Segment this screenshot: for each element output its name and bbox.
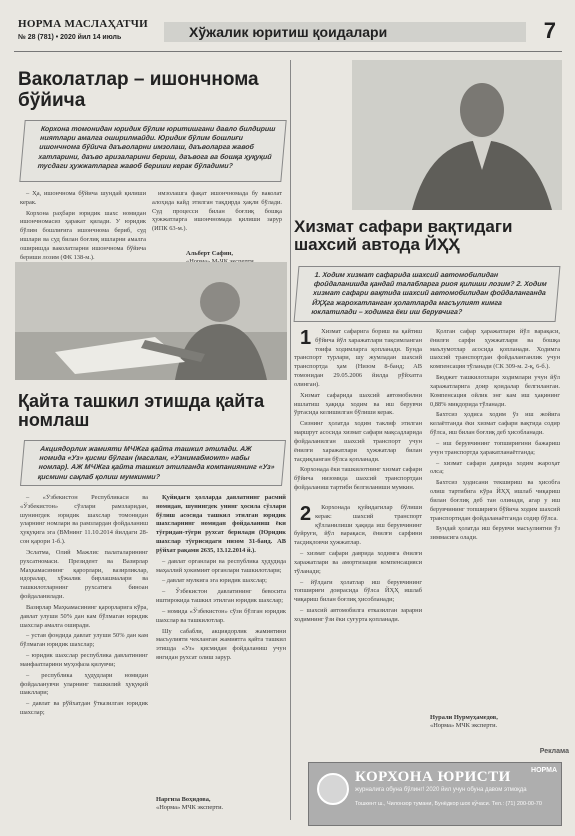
author-name: Нурали Нурмуҳамедов, <box>430 714 498 721</box>
article1-title: Ваколатлар – ишончнома бўйича <box>18 69 259 111</box>
article3-column-2 <box>430 328 560 708</box>
ad-tag: Реклама <box>539 748 569 755</box>
number-1-marker: 1 <box>300 328 312 349</box>
young-man-photo <box>352 60 562 210</box>
paragraph: – устав фондида давлат улуши 50% дан кам бўлмаган юридик шахслар; <box>20 632 148 649</box>
number-2-marker: 2 <box>300 504 312 525</box>
paragraph: Бахтсиз ҳодисани текшириш ва ҳисобга олиш тартибига кўра ЙҲҲ ишлаб чиқариш билан боғлиқ деб тан олинади, агар у иш берувчининг топшириғи бўйича ходим шахсий транспортидан фойдаланаётганда содир бўлса. <box>430 479 560 522</box>
ad-logo-text: НОРМА <box>531 767 557 774</box>
paragraph: – давлат мулкига эга юридик шахслар; <box>162 577 267 585</box>
paragraph: – Ҳа, ишончнома бўйича шундай қилиши керак. <box>20 190 146 206</box>
section-title: Хўжалик юритиш қоидалари <box>189 24 388 40</box>
author-org: «Норма» МЧК эксперти. <box>430 722 498 730</box>
paragraph: Шу сабабли, акциядорлик жамиятини масъулияти чекланган жамиятга қайта ташкил этишда «Уз» қисмидан фойдаланиш учун янгидан рухсат олиш зарур. <box>156 627 286 662</box>
article3-author <box>430 714 560 731</box>
paragraph-text: Корхонада қуйидагилар бўлиши керак: шахсий транспорт қўлланилиши ҳақида иш берувчининг буйруғи, йўл варақаси, ёнилғи сарфини тасдиқловчи ҳужжатлар. <box>294 504 422 547</box>
ad-address: Тошкент ш., Чилонзор тумани, Бунёдкор шох кўчаси. Тел.: (71) 200-00-70 <box>355 801 542 807</box>
article3-column-1 <box>294 328 422 498</box>
paragraph: Хизмат сафарида шахсий автомобилни ишлатиш ҳақида ходим ва иш берувчи ўртасида келишилган бўлиши керак. <box>294 391 422 417</box>
article1-column-2 <box>152 190 282 246</box>
article2-lead: Акциядорлик жамияти МЧЖга қайта ташкил этилади. АЖ номида «Уз» қисми бўлган (масалан, «Узнимабмоwт» набы номлар). АЖ МЧЖга қайта ташкил этилганда компаниянинг «Уз» қисмини сақлаб қолиш мумкинми? <box>20 440 286 486</box>
paragraph: – давлат органлари ва республика ҳудудида маҳаллий ҳокимият органлари ташкилотлари; <box>156 557 286 574</box>
paragraph: Эслатма, Олий Мажлис палаталарининг рухсатномаси. Президент ва Вазирлар Маҳкамасининг қарорлари, вазирликлар, идоралар, хўжалик бирлашмалари ва ташкилотларнинг рухсатига биноан фойдаланилади. <box>20 548 148 601</box>
masthead <box>14 14 562 52</box>
article1-lead: Корхона томонидан юридик бўлим юритишгани давло билдириш ниятлари амалга оширилмайди. Юридик бўлим бошлиғи ишончнома бўйича даъволарни имзолаш, даъволарга жавоб хатларини, даъво аризаларини бериш, даъвога ва бошқа ҳуқуқий тусдаги ҳужжатларга жавоб бериши керак бўладими? <box>19 120 286 182</box>
paragraph: имзолашга фақат ишончномада бу ваколат алоҳида кайд этилган тақдирда ҳақли бўлади. Суд процесси билан боғлиқ бошқа ҳужжатларга ишончномада қилиши зарур (ИПК 63-м.). <box>152 190 282 233</box>
paragraph: – йўлдаги ҳолатлар иш берувчининг топшириғи доирасида бўлса ЙҲҲ ишлаб чиқариш билан боғлиқ ҳисобланади; <box>294 578 422 604</box>
paragraph: Бахтсиз ҳодиса ходим ўз иш жойига келаётганда ёки хизмат сафари вақтида содир бўлса, иш билан боғлиқ деб ҳисобланади. <box>430 411 560 437</box>
paragraph: Бюджет ташкилотлари ходимлари учун йўл харажатларига доир қоидалар белгиланган. Компенсация ойлик энг кам иш ҳақининг 0,88% миқдорида тўланади. <box>430 374 560 408</box>
paragraph <box>294 504 422 548</box>
ad-title: КОРХОНА ЮРИСТИ <box>355 769 511 785</box>
paragraph: Корхона раҳбари юридик шахс номидан ишончномасиз ҳаракат қилади. У юридик бўлим бошлиғига ишончнома бериб, суд ишлари ва суд билан боғлиқ ишларни амалга оширишда ваколатларни ишончнома бўйича бериши лозим (ФК 138-м.). <box>20 209 146 261</box>
article2-column-2 <box>156 494 286 790</box>
expert-photo <box>15 262 287 380</box>
paragraph: Вазирлар Маҳкамасининг қарорларига кўра, давлат улуши 50% дан кам бўлмаган юридик шахслар амалга оширади. <box>20 603 148 629</box>
ad-subtitle: журналига обуна бўлинг! 2020 йил учун обуна давом этмоқда <box>355 787 527 793</box>
article2-author <box>156 796 286 813</box>
paragraph: – хизмат сафари даврида ходим жароҳат олса; <box>430 459 560 476</box>
paragraph: Сизнинг ҳолатда ходим таклиф этилган маршрут асосида хизмат сафари мақсадларида фойдаланилган шахсий транспорт учун ёнилғи харажатлари ҳужжатлар билан тасдиқланган бўлса қопланади. <box>294 420 422 463</box>
article3-title: Хизмат сафари вақтидаги шахсий автода ЙҲҲ <box>294 217 513 255</box>
expert-photo-art <box>15 262 287 380</box>
article3-lead: 1. Ходим хизмат сафарида шахсий автомобилидан фойдаланишда қандай талабларга риоя қилиши лозим? 2. Ходим хизмат сафари вақтида шахсий автомобилидан фойдаланганда ЙҲҲга жарохатланган ҳолатларда масъулият кимга юклатилади – ходимга ёки иш берувчига? <box>294 266 561 322</box>
paragraph <box>294 328 422 390</box>
advertisement-banner[interactable] <box>308 762 562 826</box>
article3-column-1b <box>294 504 422 744</box>
paragraph: Бундай ҳолатда иш берувчи масъулиятни ўз зиммасига олади. <box>430 525 560 542</box>
paragraph: – хизмат сафари даврида ходимга ёнилғи харажатлари ва амортизация компенсацияси тўланади; <box>294 550 422 575</box>
author-org: «Норма» МЧК эксперти. <box>156 804 224 812</box>
issue-line: № 28 (781) • 2020 йил 14 июль <box>18 34 122 41</box>
author-name: Альберт Сафин, <box>186 250 233 257</box>
paragraph-text: Хизмат сафарига бориш ва қайтиш бўйича йўл харажатлари тақсимланган тоифа ходимларга қопланади. Бунда транспорт турлари, шу жумладан шахсий транспортда ҳам (Низом 8-банд; АВ томонидан 29.05.2006 йилда рўйхатга олинган). <box>294 328 422 388</box>
article2-column-1 <box>20 494 148 826</box>
paragraph: Қуйидаги ҳолларда давлатнинг расмий номидан, шунингдек унинг ҳосила сўзлари бўлиш асосида ташкил этилган юридик шахсларнинг номидан фойдаланиш ёки тўғридан-тўғри рухсат берилади (Юридик шахслар тўғрисидаги низом 31-банд. АВ рўйхат рақами 2635, 13.12.2014 й.). <box>156 494 286 554</box>
paragraph: Корхонада ёки ташкилотнинг хизмат сафари бўйича низомида шахсий транспортдан фойдаланиш тартиби белгиланиши мумкин. <box>294 466 422 492</box>
paragraph: – номида «Ўзбекистон» сўзи бўлган юридик шахслар ва ташкилотлар. <box>156 607 286 624</box>
paragraph: – давлат ва рўйхатдан ўтказилган юридик шахслар; <box>20 700 148 717</box>
paragraph: – юридик шахслар республика давлатининг манфаатларини муҳофаза қилувчи; <box>20 652 148 668</box>
paragraph: – иш берувчининг топшириғини бажариш учун транспортда ҳаракатланаётганда; <box>430 439 560 456</box>
paper-name: НОРМА МАСЛАҲАТЧИ <box>18 18 148 30</box>
author-name: Наргиза Воҳидова, <box>156 796 211 803</box>
paragraph: – «Ўзбекистон Республикаси ва «Ўзбекистон» сўзлари рамзларидан, шунингдек юридик шахслар томонидан уларнинг номлари ва рамзлардан фойдаланиш ҳуқуқига эга (ВМнинг 11.10.2014 йилдаги 28-сон қарори 1-б.). <box>20 494 148 546</box>
young-man-photo-art <box>352 60 562 210</box>
column-divider <box>290 60 291 820</box>
paragraph: – шахсий автомобилга етказилган зарарни ходимнинг ўзи ёки суғурта қопланади. <box>294 607 422 623</box>
page-number: 7 <box>543 18 556 43</box>
paragraph: Қолган сафар ҳаражатлари йўл варақаси, ёнилғи сарфи ҳужжатлари ва бошқа маълумотлар асосида қопланади. Ходимга шахсий транспортдан фойдаланганлик учун компенсация тўланади (СК 309-м. 2-қ, 6-б.). <box>430 328 560 371</box>
paragraph: – Ўзбекистон давлатининг бевосита иштирокида ташкил этилган юридик шахслар; <box>156 588 286 605</box>
article2-title: Қайта ташкил этишда қайта номлаш <box>18 391 265 431</box>
paragraph: – республика ҳудудлари номидан фойдаланувчи уларнинг ташкилий ҳуқуқий шакллари; <box>20 671 148 697</box>
ad-seal-icon <box>317 773 349 805</box>
